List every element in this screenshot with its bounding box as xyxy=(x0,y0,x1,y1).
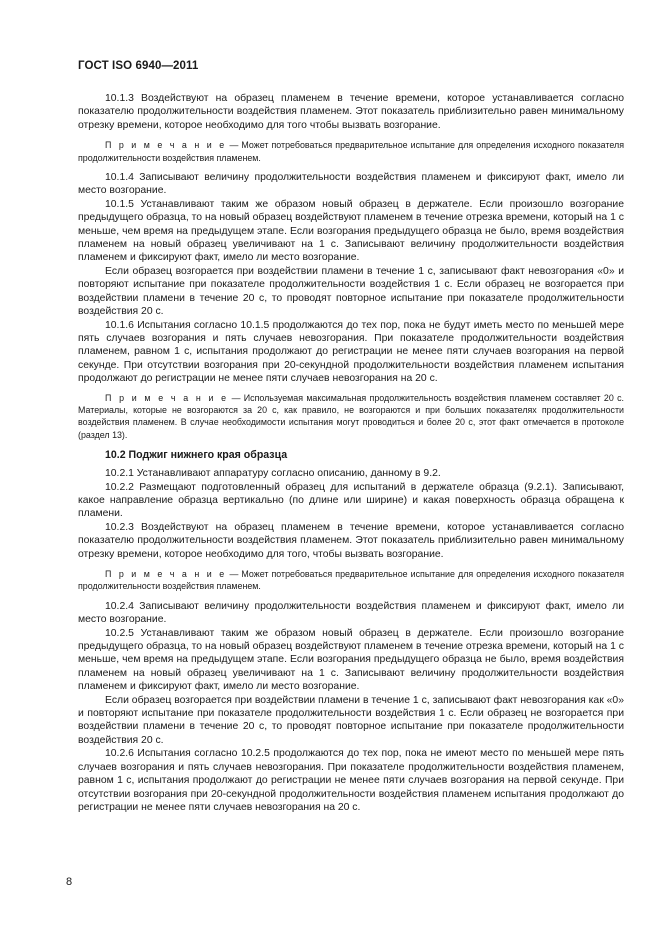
note-dash: — xyxy=(229,569,239,579)
note-text: Используемая максимальная продолжительность воздействия пламенем составляет 20 с. Материалы, которые не возгораются за 20 с, как правило, не возгораются и при больших показателях продолжительности воздействия пламенем. В случае необходимости испытания могут проводиться и более 20 с, этот факт отмечается в протоколе (раздел 13). xyxy=(78,392,624,440)
note-label: П р и м е ч а н и е xyxy=(105,569,227,579)
paragraph-10-1-4: 10.1.4 Записывают величину продолжительности воздействия пламенем и фиксируют факт, имело ли место возгорание. xyxy=(78,172,624,197)
note-2 xyxy=(78,392,624,442)
paragraph-10-2-4: 10.2.4 Записывают величину продолжительности воздействия пламенем и фиксируют факт, имело ли место возгорание. xyxy=(78,600,624,626)
paragraph-10-2-2: 10.2.2 Размещают подготовленный образец для испытаний в держателе образца (9.2.1). Записывают, какое направление образца вертикально (по длине или ширине) и какая поверхность образца обращена к пламени. xyxy=(78,481,624,520)
document-body xyxy=(78,92,624,814)
note-text: Может потребоваться предварительное испытание для определения исходного показателя продолжительности воздействия пламенем. xyxy=(78,140,625,163)
section-heading: 10.2 Поджиг нижнего края образца xyxy=(105,449,288,462)
paragraph-10-1-3: 10.1.3 Воздействуют на образец пламенем в течение времени, которое устанавливается согласно показателю продолжительности воздействия пламенем. Этот показатель приблизительно равен минимальному отрезку времени, которое необходимо для того чтобы вызвать возгорание. xyxy=(78,93,624,131)
paragraph-10-2-5-continued: Если образец возгорается при воздействии пламени в течение 1 с, записывают факт невозгорания как «0» и повторяют испытание при показателе продолжительности воздействия 1 с. Если образец не возгорается при воздействии пламени в течение 20 с, то проводят повторное испытание при показателе продолжительности воздействия 20 с. xyxy=(78,694,624,746)
paragraph-10-2-6: 10.2.6 Испытания согласно 10.2.5 продолжаются до тех пор, пока не имеют место по меньшей мере пять случаев возгорания и пять случаев невозгорания. При показателе продолжительности воздействия пламенем, равном 1 с, испытания продолжают до регистрации не менее пяти случаев возгорания на первой секунде. При отсутствии возгорания при 20-секундной продолжительности воздействия пламенем испытания продолжают до регистрации не менее пяти случаев невозгорания на 20 с. xyxy=(78,748,624,813)
note-dash: — xyxy=(231,392,241,403)
note-1 xyxy=(78,139,624,164)
page-number: 8 xyxy=(66,876,73,888)
document-header: ГОСТ ISO 6940—2011 xyxy=(78,60,199,72)
note-dash: — xyxy=(229,140,239,151)
note-label: П р и м е ч а н и е xyxy=(105,140,227,151)
note-label: П р и м е ч а н и е xyxy=(105,392,229,403)
paragraph-10-2-3: 10.2.3 Воздействуют на образец пламенем в течение времени, которое устанавливается согласно показателю продолжительности воздействия пламенем. Этот показатель приблизительно равен минимальному отрезку времени, которое необходимо для того, чтобы вызвать возгорание. xyxy=(78,521,624,560)
paragraph-10-2-5: 10.2.5 Устанавливают таким же образом новый образец в держателе. Если произошло возгорание предыдущего образца, то на новый образец воздействуют пламенем в течение отрезка времени, который на 1 с меньше, чем время на предыдущем этапе. Если возгорания предыдущего образца не было, время воздействия пламенем на новый образец увеличивают на 1 с. Записывают величину продолжительности воздействия пламенем и фиксируют факт, имело ли место возгорание. xyxy=(78,627,624,693)
note-3 xyxy=(78,568,624,593)
paragraph-10-1-6: 10.1.6 Испытания согласно 10.1.5 продолжаются до тех пор, пока не будут иметь место по меньшей мере пять случаев возгорания и пять случаев невозгорания. При показателе продолжительности воздействия пламенем, равном 1 с, испытания продолжают до регистрации не менее пяти случаев возгорания на первой секунде. При отсутствии возгорания при 20-секундной продолжительности воздействия пламенем испытания продолжают до регистрации не менее пяти случаев невозгорания на 20 с. xyxy=(78,319,624,385)
paragraph-10-2-1: 10.2.1 Устанавливают аппаратуру согласно описанию, данному в 9.2. xyxy=(105,468,441,480)
paragraph-10-1-5-continued: Если образец возгорается при воздействии пламени в течение 1 с, записывают факт невозгорания «0» и повторяют испытание при показателе продолжительности воздействия 1 с. Если образец не возгорается при воздействии пламени в течение 20 с, то проводят повторное испытание при показателе продолжительности воздействия 20 с. xyxy=(78,265,624,318)
note-text: Может потребоваться предварительное испытание для определения исходного показателя продолжительности воздействия пламенем. xyxy=(78,569,625,592)
paragraph-10-1-5: 10.1.5 Устанавливают таким же образом новый образец в держателе. Если произошло возгорание предыдущего образца, то на новый образец воздействуют пламенем в течение отрезка времени, который на 1 с меньше, чем время на предыдущем этапе. Если возгорания предыдущего образца не было, время воздействия пламенем на новый образец увеличивают на 1 с. Записывают величину продолжительности воздействия пламенем и фиксируют факт, имело ли место возгорание. xyxy=(78,198,624,264)
